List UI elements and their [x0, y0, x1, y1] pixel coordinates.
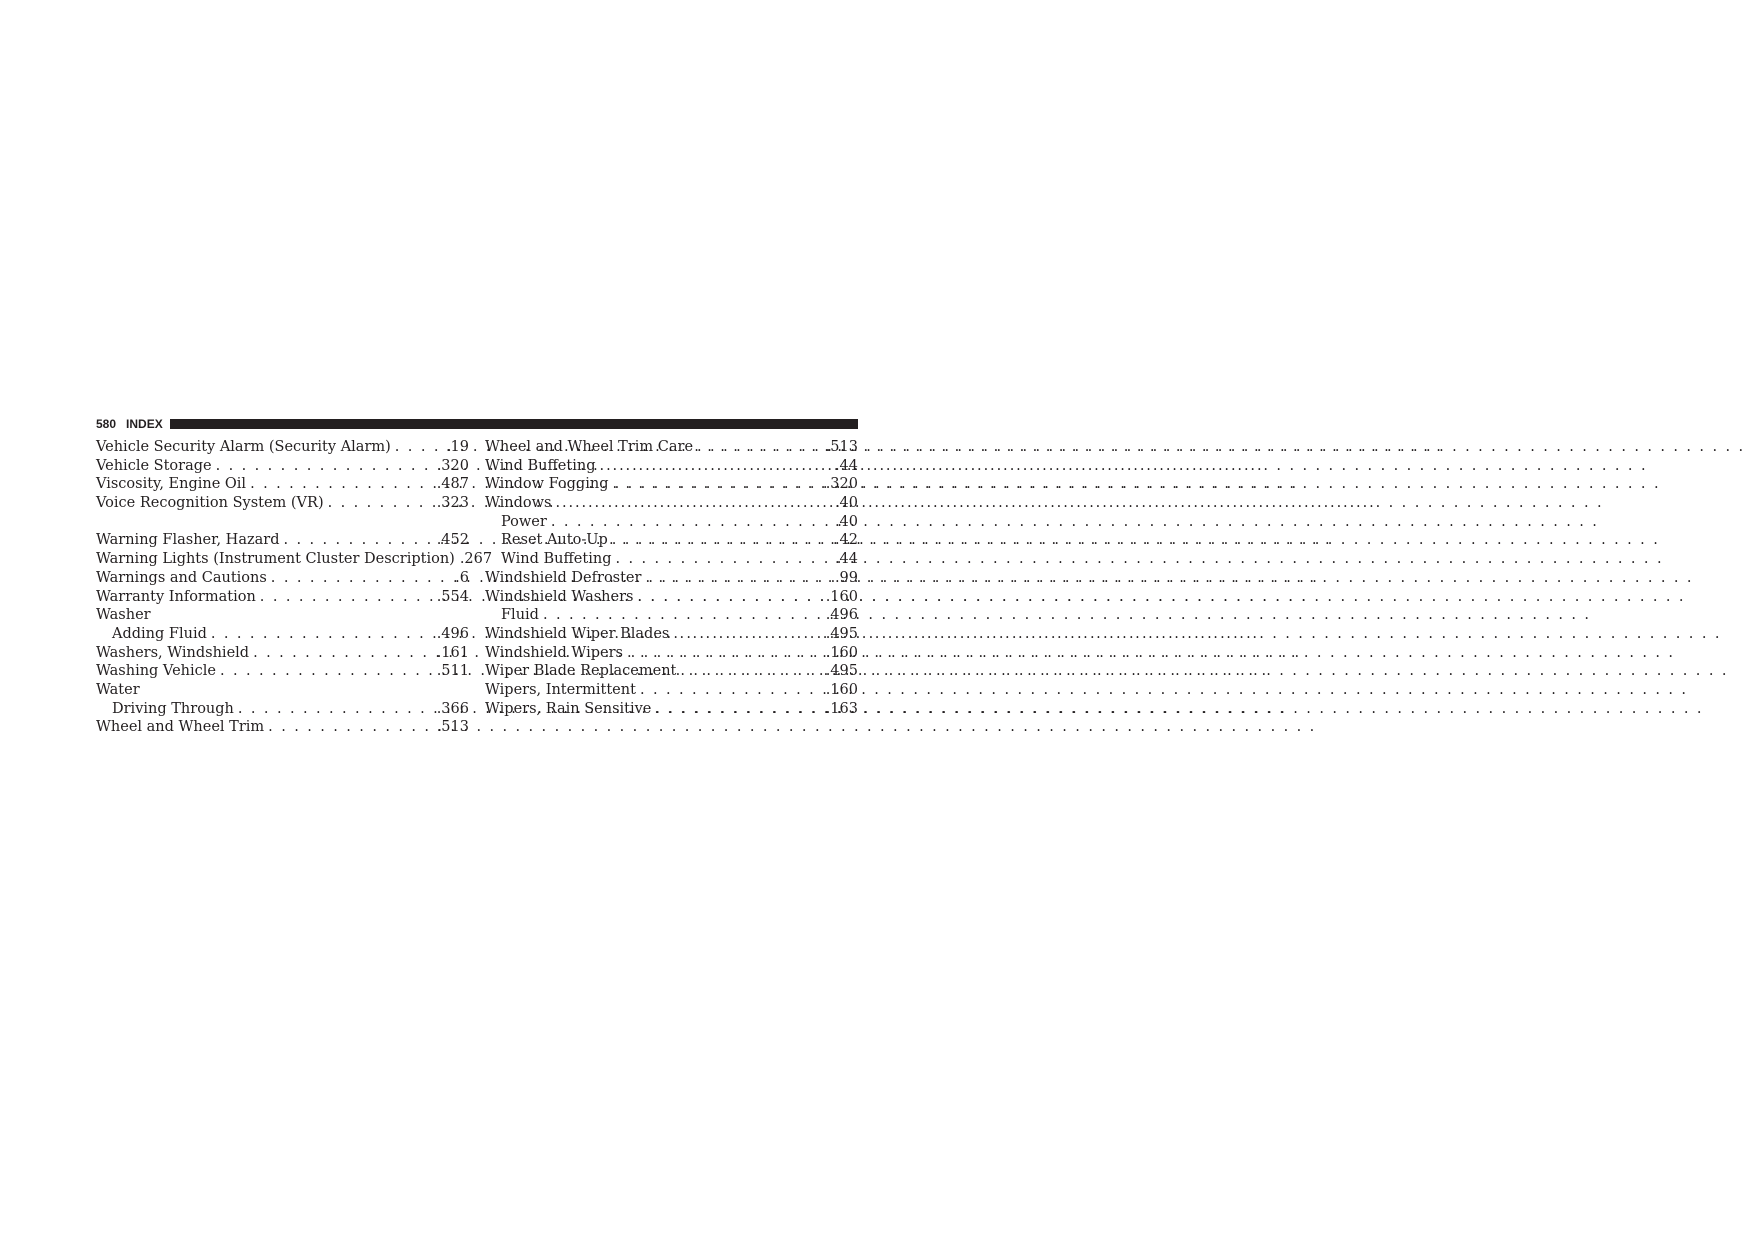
index-subentry	[96, 625, 469, 644]
dot-leader	[283, 531, 435, 550]
dot-leader	[655, 700, 824, 719]
index-column-right	[485, 438, 858, 718]
index-entry-label: Warning Flasher, Hazard	[96, 532, 280, 549]
index-entry	[96, 494, 469, 513]
index-entry	[96, 531, 469, 550]
index-subentry	[485, 531, 858, 550]
dot-leader	[673, 625, 824, 644]
index-entry-page: .44	[834, 457, 858, 474]
index-spacer	[96, 513, 469, 532]
index-entry-page: .163	[825, 700, 858, 717]
index-entry-page: .452	[436, 532, 469, 549]
index-column-left	[96, 438, 493, 737]
index-entry-page: .160	[825, 644, 858, 661]
index-entry-label: Warning Lights (Instrument Cluster Description)	[96, 551, 455, 568]
index-entry-label: Washers, Windshield	[96, 644, 250, 661]
dot-leader	[250, 475, 436, 494]
index-entry	[96, 644, 469, 663]
index-entry-label: Windshield Washers	[485, 588, 634, 605]
index-entry	[485, 662, 858, 681]
index-entry-label: Power	[501, 513, 547, 530]
index-entry-label: Warnings and Cautions	[96, 569, 267, 586]
index-entry-page: .267	[459, 551, 493, 568]
index-entry-label: Voice Recognition System (VR)	[96, 495, 324, 512]
dot-leader	[216, 457, 436, 476]
index-entry	[485, 681, 858, 700]
index-entry-page: .495	[825, 663, 858, 680]
index-entry-label: Window Fogging	[485, 476, 609, 493]
index-subentry	[485, 513, 858, 532]
index-entry-page: .511	[436, 663, 469, 680]
index-entry-label: Wind Buffeting	[501, 551, 612, 568]
dot-leader	[697, 438, 825, 457]
index-entry-page: .320	[825, 476, 858, 493]
page-number: 580	[96, 417, 117, 431]
dot-leader	[637, 588, 824, 607]
dot-leader	[680, 662, 824, 681]
index-entry-label: Windshield Wipers	[485, 644, 623, 661]
dot-leader	[211, 625, 436, 644]
index-entry-label: Fluid	[501, 607, 539, 624]
index-entry-page: .19	[445, 439, 469, 455]
index-entry-page: .6	[455, 569, 469, 586]
index-entry	[485, 569, 858, 588]
dot-leader	[551, 513, 834, 532]
index-entry-label: Wiper Blade Replacement	[485, 663, 677, 680]
dot-leader	[615, 550, 833, 569]
index-entry-page: .40	[834, 495, 858, 512]
section-title: INDEX	[126, 417, 163, 431]
dot-leader	[238, 700, 436, 719]
index-entry-page: .323	[436, 495, 469, 512]
index-entry	[96, 475, 469, 494]
dot-leader	[253, 644, 436, 663]
index-entry-label: Washing Vehicle	[96, 663, 216, 680]
index-entry-label: Windshield Wiper Blades	[485, 625, 670, 642]
index-entry-page: .554	[436, 588, 469, 605]
dot-leader	[627, 644, 825, 663]
dot-leader	[640, 681, 825, 700]
index-entry-label: Viscosity, Engine Oil	[96, 476, 247, 493]
index-entry-page: .513	[825, 439, 858, 455]
dot-leader	[268, 718, 436, 737]
index-entry-label: Wipers, Rain Sensitive	[485, 700, 652, 717]
index-subentry	[485, 606, 858, 625]
index-entry-label: Vehicle Security Alarm (Security Alarm)	[96, 439, 391, 455]
index-entry	[96, 438, 469, 457]
index-entry	[485, 475, 858, 494]
index-entry-page: .513	[436, 719, 469, 736]
index-entry-label: Windshield Defroster	[485, 569, 642, 586]
index-entry-page: .99	[834, 569, 858, 586]
index-entry	[96, 457, 469, 476]
dot-leader	[599, 457, 833, 476]
index-entry-label: Reset Auto-Up	[501, 532, 608, 549]
index-entry-label: Adding Fluid	[112, 625, 207, 642]
index-entry-label: Driving Through	[112, 700, 234, 717]
index-entry	[485, 644, 858, 663]
index-entry-label: Windows	[485, 495, 552, 512]
index-entry-label: Warranty Information	[96, 588, 256, 605]
dot-leader	[395, 438, 445, 457]
index-entry-page: .487	[436, 476, 469, 493]
index-entry	[96, 681, 469, 700]
index-entry	[96, 588, 469, 607]
dot-leader	[612, 475, 824, 494]
index-entry	[485, 457, 858, 476]
index-subentry	[96, 700, 469, 719]
index-entry	[485, 438, 858, 457]
index-entry	[96, 569, 469, 588]
dot-leader	[645, 569, 833, 588]
dot-leader	[271, 569, 454, 588]
index-entry-label: Washer	[96, 607, 151, 624]
dot-leader	[543, 606, 825, 625]
index-entry-label: Wheel and Wheel Trim Care	[485, 439, 694, 455]
index-entry-label: Wind Buffeting	[485, 457, 596, 474]
index-entry	[485, 700, 858, 719]
header-rule-bar	[170, 419, 858, 429]
index-entry-label: Vehicle Storage	[96, 457, 212, 474]
index-entry-page: .496	[825, 607, 858, 624]
index-entry-page: .160	[825, 681, 858, 698]
dot-leader	[612, 531, 834, 550]
index-entry-page: .161	[436, 644, 469, 661]
index-entry-page: .496	[436, 625, 469, 642]
index-entry	[485, 588, 858, 607]
index-entry-page: .40	[834, 513, 858, 530]
dot-leader	[260, 588, 436, 607]
index-entry	[96, 718, 469, 737]
dot-leader	[220, 662, 436, 681]
index-entry-label: Water	[96, 681, 140, 698]
page-header	[96, 417, 858, 431]
index-entry-label: Wheel and Wheel Trim	[96, 719, 265, 736]
index-entry-page: .160	[825, 588, 858, 605]
dot-leader	[556, 494, 834, 513]
index-entry	[96, 662, 469, 681]
index-entry	[485, 494, 858, 513]
index-entry-page: .495	[825, 625, 858, 642]
index-subentry	[485, 550, 858, 569]
index-entry-page: .366	[436, 700, 469, 717]
index-entry	[485, 625, 858, 644]
dot-leader	[328, 494, 436, 513]
index-entry	[96, 606, 469, 625]
index-entry-label: Wipers, Intermittent	[485, 681, 636, 698]
index-entry-page: .320	[436, 457, 469, 474]
index-entry	[96, 550, 493, 569]
index-entry-page: .44	[834, 551, 858, 568]
index-entry-page: .42	[834, 532, 858, 549]
